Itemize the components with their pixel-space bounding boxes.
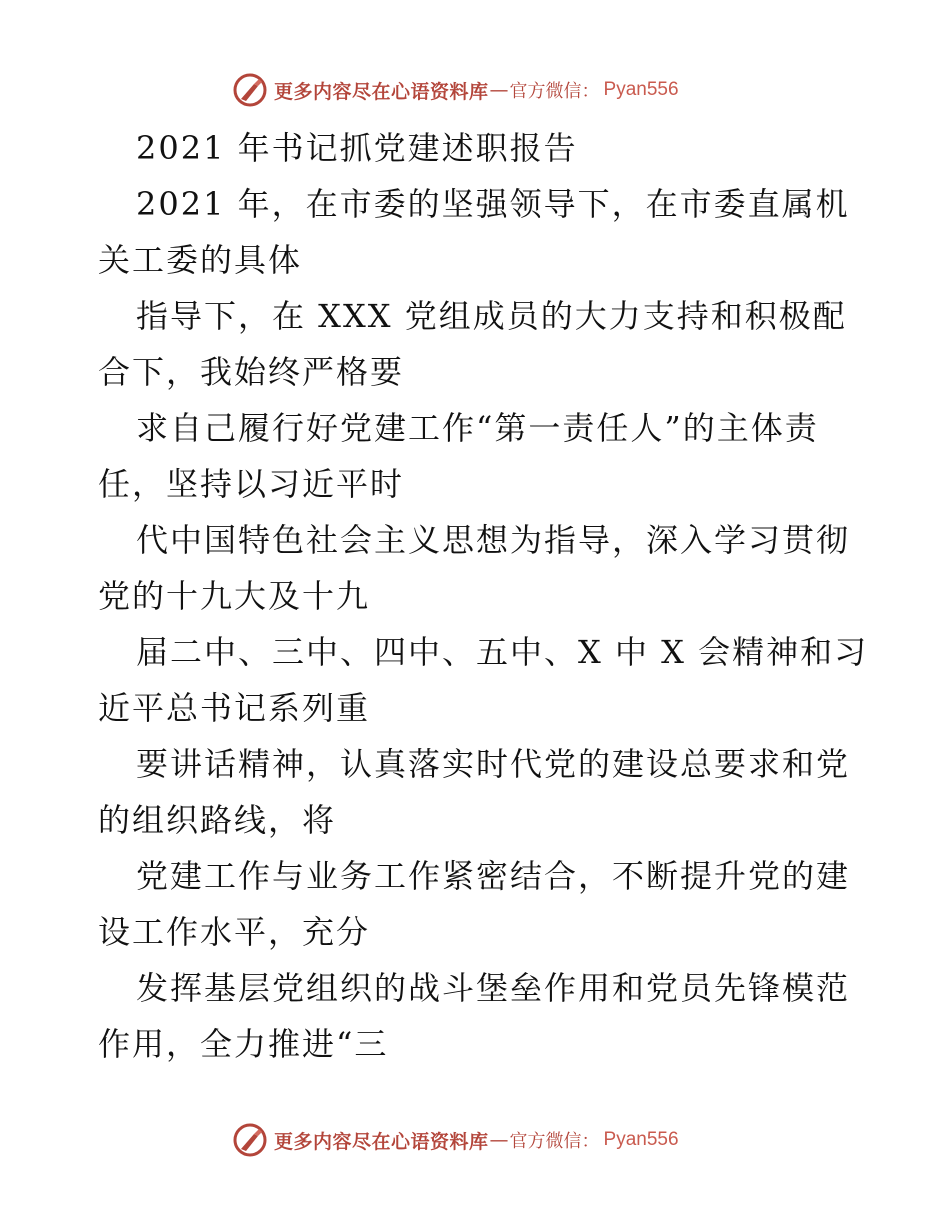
watermark-wechat-id: Pyan556 (603, 79, 679, 100)
document-body (98, 120, 869, 1072)
text-line: 任，坚持以习近平时 (98, 465, 405, 503)
watermark-dash: — (489, 1129, 509, 1151)
watermark-site-text: 更多内容尽在心语资料库 (274, 1130, 489, 1153)
pen-nib-logo-icon (232, 72, 268, 108)
header-watermark (232, 70, 752, 110)
text-line: 届二中、三中、四中、五中、X 中 X 会精神和习 (136, 633, 869, 671)
text-line: 党的十九大及十九 (98, 577, 371, 615)
text-line: 指导下，在 XXX 党组成员的大力支持和积极配 (136, 297, 847, 335)
text-line: 党建工作与业务工作紧密结合，不断提升党的建 (136, 857, 851, 895)
text-line: 作用，全力推进“三 (98, 1025, 389, 1063)
text-line: 2021 年，在市委的坚强领导下，在市委直属机 (136, 185, 850, 223)
watermark-dash: — (489, 79, 509, 101)
text-line: 要讲话精神，认真落实时代党的建设总要求和党 (136, 745, 851, 783)
watermark-wechat-label: 官方微信： (509, 1131, 600, 1152)
pen-nib-logo-icon (232, 1122, 268, 1158)
text-line: 求自己履行好党建工作“第一责任人”的主体责 (136, 409, 819, 447)
text-line: 设工作水平，充分 (98, 913, 371, 951)
text-line: 的组织路线，将 (98, 801, 337, 839)
text-line: 合下，我始终严格要 (98, 353, 405, 391)
watermark-wechat-label: 官方微信： (509, 81, 600, 102)
text-line: 代中国特色社会主义思想为指导，深入学习贯彻 (136, 521, 851, 559)
watermark-wechat-id: Pyan556 (603, 1129, 679, 1150)
footer-watermark (232, 1120, 752, 1160)
document-title: 2021 年书记抓党建述职报告 (136, 129, 578, 167)
text-line: 关工委的具体 (98, 241, 303, 279)
text-line: 近平总书记系列重 (98, 689, 371, 727)
text-line: 发挥基层党组织的战斗堡垒作用和党员先锋模范 (136, 969, 851, 1007)
watermark-site-text: 更多内容尽在心语资料库 (274, 80, 489, 103)
